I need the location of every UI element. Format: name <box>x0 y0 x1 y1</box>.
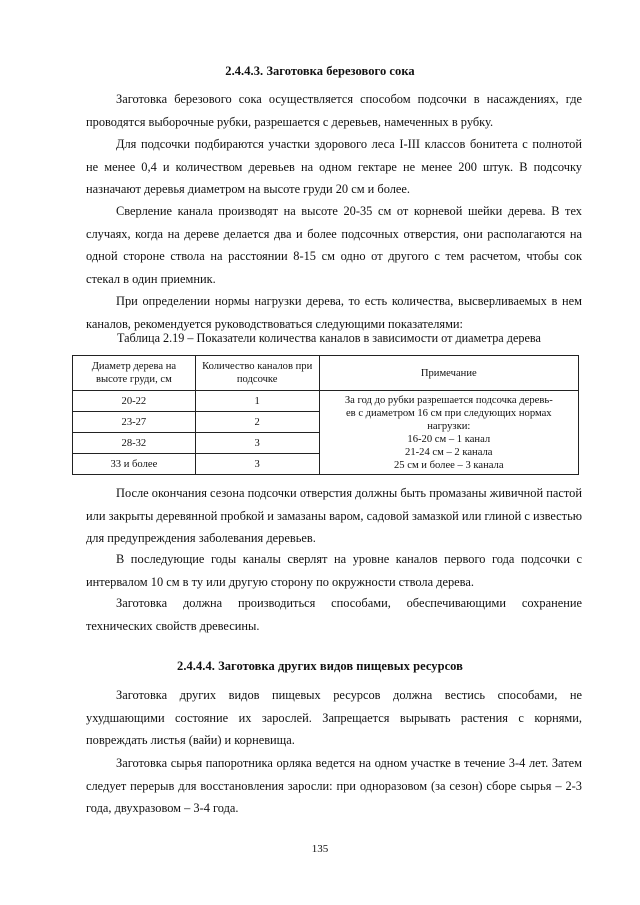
cell-channels: 1 <box>195 391 319 412</box>
cell-diameter: 28-32 <box>73 433 196 454</box>
table-row <box>73 391 579 412</box>
paragraph: Заготовка сырья папоротника орляка ведется на одном участке в течение 3-4 лет. Затем следует перерыв для восстановления заросли: при одноразовом (за сезон) сборе сырья – 2-3 года, двухразовом – 3-4 года. <box>86 756 582 815</box>
header-note: Примечание <box>319 356 578 391</box>
channels-table <box>72 355 579 475</box>
header-diameter: Диаметр дерева на высоте груди, см <box>73 356 196 391</box>
cell-diameter: 33 и более <box>73 454 196 475</box>
note-line: За год до рубки разрешается подсочка деревь- <box>344 394 553 406</box>
paragraph: Для подсочки подбираются участки здорового леса I-III классов бонитета с полнотой не менее 0,4 и количеством деревьев на одном гектаре не менее 200 штук. В подсочку назначают деревья диаметром на высоте груди 20 см и более. <box>86 137 582 196</box>
cell-channels: 3 <box>195 433 319 454</box>
note-line: 16-20 см – 1 канал <box>407 433 491 445</box>
cell-channels: 2 <box>195 412 319 433</box>
paragraph: Заготовка других видов пищевых ресурсов должна вестись способами, не ухудшающими состояние их зарослей. Запрещается вырывать растения с корнями, повреждать листья (вайи) и корневища. <box>86 688 582 747</box>
note-line: 21-24 см – 2 канала <box>405 446 493 458</box>
note-line: нагрузки: <box>427 420 471 432</box>
cell-channels: 3 <box>195 454 319 475</box>
section-heading-other-food-resources: 2.4.4.4. Заготовка других видов пищевых ресурсов <box>177 659 463 673</box>
paragraph: При определении нормы нагрузки дерева, то есть количества, высверливаемых в нем каналов, рекомендуется руководствоваться следующими показателями: <box>86 294 582 331</box>
paragraph: После окончания сезона подсочки отверстия должны быть промазаны живичной пастой или закрыты деревянной пробкой и замазаны варом, садовой замазкой или глиной с известью для предупреждения заболевания деревьев. <box>86 486 582 545</box>
paragraph: Заготовка березового сока осуществляется способом подсочки в насаждениях, где проводятся выборочные рубки, разрешается с деревьев, намеченных в рубку. <box>86 92 582 129</box>
paragraph: Сверление канала производят на высоте 20-35 см от корневой шейки дерева. В тех случаях, когда на дереве делается два и более подсочных отверстия, они располагаются на одной стороне ствола на расстоянии 8-15 см одно от другого с тем расчетом, чтобы сок стекал в один приемник. <box>86 204 582 286</box>
header-channels: Количество каналов при подсочке <box>195 356 319 391</box>
section-heading-birch-sap: 2.4.4.3. Заготовка березового сока <box>225 64 415 78</box>
table-caption: Таблица 2.19 – Показатели количества каналов в зависимости от диаметра дерева <box>117 331 541 345</box>
cell-diameter: 23-27 <box>73 412 196 433</box>
note-line: ев с диаметром 16 см при следующих нормах <box>345 407 552 419</box>
page-number: 135 <box>311 843 329 855</box>
paragraph: В последующие годы каналы сверлят на уровне каналов первого года подсочки с интервалом 10 см в ту или другую сторону по окружности ствола дерева. <box>86 552 582 589</box>
note-line: 25 см и более – 3 канала <box>394 459 504 471</box>
paragraph: Заготовка должна производиться способами, обеспечивающими сохранение технических свойств древесины. <box>86 596 582 633</box>
cell-note <box>319 391 578 475</box>
cell-diameter: 20-22 <box>73 391 196 412</box>
